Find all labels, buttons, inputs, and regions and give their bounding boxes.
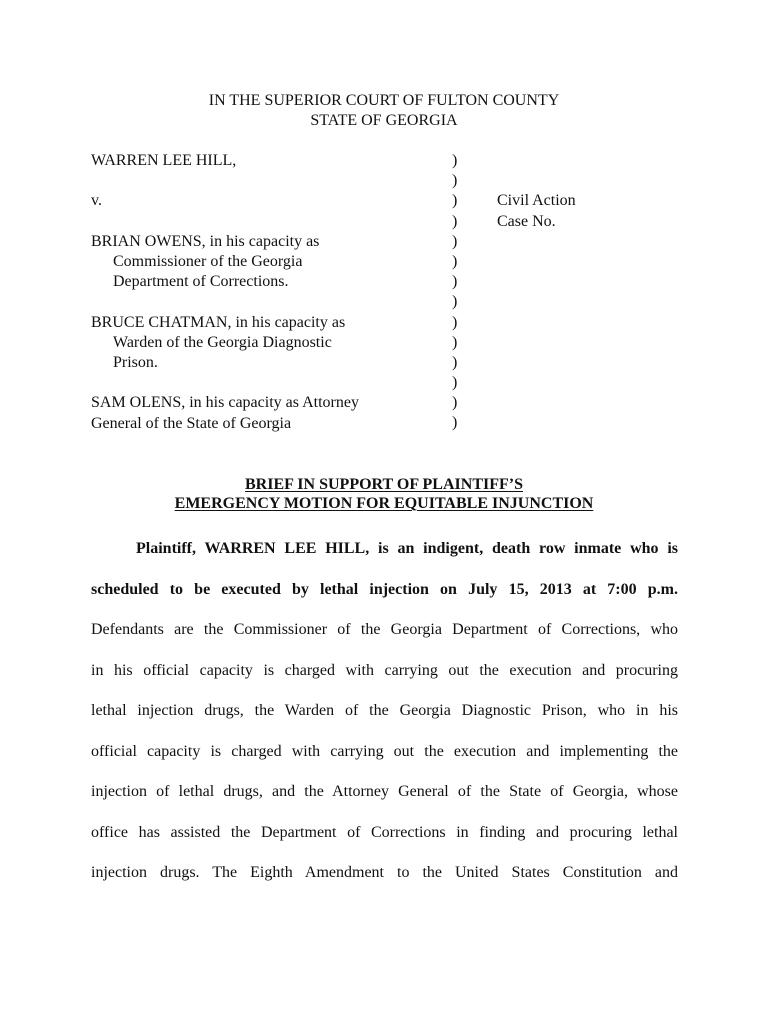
defendant-1-line: Commissioner of the Georgia [113,252,303,270]
brief-body [91,529,678,894]
caption-spacer [91,292,421,312]
caption-parenthesis: ) [452,394,458,412]
body-line: scheduled to be executed by lethal injection on July 15, 2013 at 7:00 p.m. [91,580,678,598]
caption-spacer [91,373,421,393]
caption-parenthesis: ) [452,273,458,291]
body-line: Defendants are the Commissioner of the Georgia Department of Corrections, who [91,621,678,638]
caption-parenthesis: ) [452,252,458,270]
caption-parenthesis: ) [452,152,458,169]
caption-parenthesis: ) [452,414,458,432]
caption-parenthesis: ) [452,333,458,351]
body-line: lethal injection drugs, the Warden of the Georgia Diagnostic Prison, who in his [91,702,678,719]
case-info [497,191,576,231]
court-name: IN THE SUPERIOR COURT OF FULTON COUNTY [208,92,560,109]
body-line: in his official capacity is charged with carrying out the execution and procuring [91,661,678,679]
defendant-2-line: BRUCE CHATMAN, in his capacity as [91,313,346,331]
caption-parenthesis: ) [452,172,458,190]
defendant-1-line: Department of Corrections. [113,273,289,291]
defendant-1-line: BRIAN OWENS, in his capacity as [91,232,320,250]
defendant-3-line: SAM OLENS, in his capacity as Attorney [91,394,359,412]
plaintiff-name: WARREN LEE HILL, [91,152,237,169]
caption-parenthesis: ) [452,232,458,250]
brief-title [0,475,768,513]
caption-parenthesis: ) [452,353,458,371]
caption-parenthesis: ) [452,293,458,311]
body-line: official capacity is charged with carrying out the execution and implementing the [91,742,678,760]
defendant-2-line: Warden of the Georgia Diagnostic [113,333,332,351]
body-line: Plaintiff, WARREN LEE HILL, is an indigent, death row inmate who is [136,540,678,557]
court-state: STATE OF GEORGIA [310,112,458,129]
case-caption [0,151,768,436]
defendant-3-line: General of the State of Georgia [91,414,292,432]
caption-parenthesis-column [452,151,457,434]
caption-parenthesis: ) [452,192,458,210]
versus-label: v. [91,192,102,210]
court-header [0,91,768,131]
case-number: Case No. [497,212,556,230]
body-line: injection of lethal drugs, and the Attorney General of the State of Georgia, whose [91,783,678,800]
caption-parenthesis: ) [452,374,458,392]
brief-title-line-1: BRIEF IN SUPPORT OF PLAINTIFF’S [245,476,523,493]
caption-parenthesis: ) [452,313,458,331]
caption-spacer [91,212,421,232]
case-type: Civil Action [497,192,576,210]
defendant-2-line: Prison. [113,353,158,371]
brief-title-line-2: EMERGENCY MOTION FOR EQUITABLE INJUNCTION [174,495,594,512]
parties-block [91,151,421,434]
body-line: injection drugs. The Eighth Amendment to the United States Constitution and [91,864,678,881]
body-line: office has assisted the Department of Corrections in finding and procuring lethal [91,823,678,841]
caption-spacer [91,171,421,191]
caption-parenthesis: ) [452,212,458,230]
